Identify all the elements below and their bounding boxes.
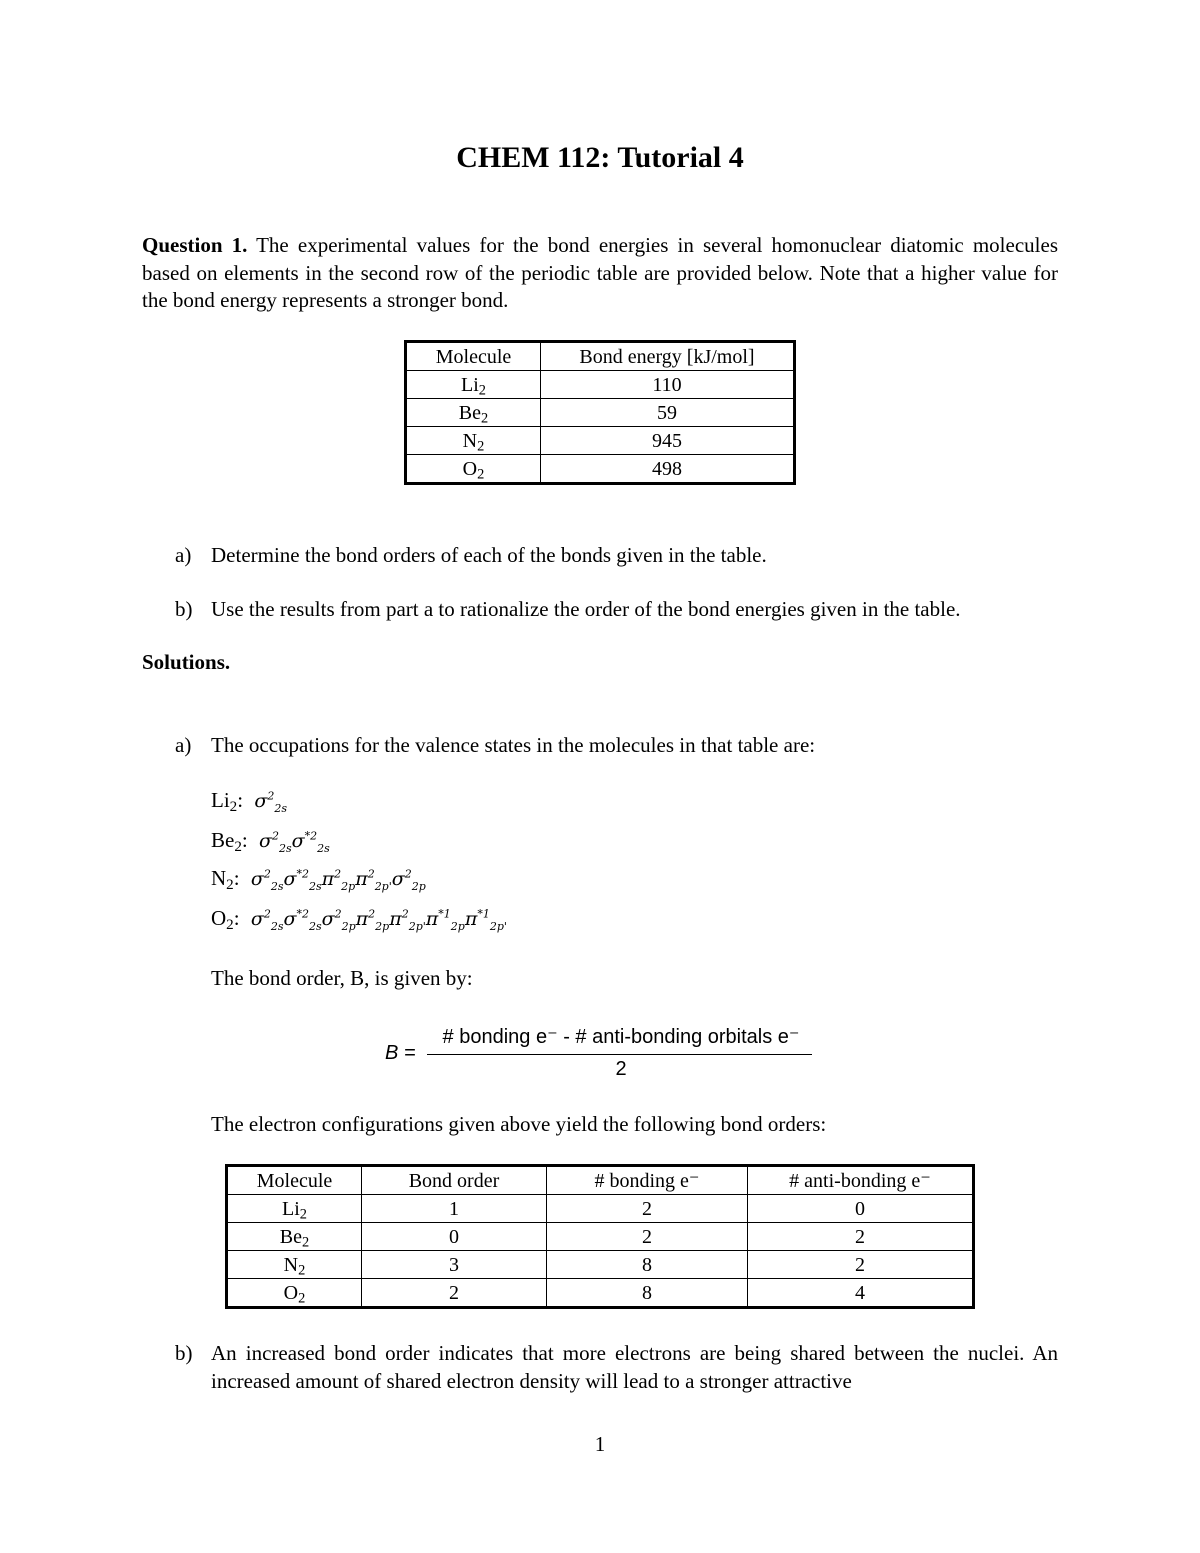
page-number: 1 xyxy=(594,1432,606,1456)
table-header-row xyxy=(227,1166,974,1195)
page-title: CHEM 112: Tutorial 4 xyxy=(456,141,744,174)
molecule-cell: $O_2$ xyxy=(227,1279,362,1308)
part-b-marker: b) xyxy=(175,597,193,621)
anti-bonding-cell: 2 xyxy=(748,1223,974,1251)
part-b xyxy=(175,596,1058,624)
orbital-notation: $\sigma^2_{2s}\sigma^{*2}_{2s}\sigma^2_{2p}\pi^2_{2p}\pi^2_{2p'}\pi^{*1}_{2p}\pi^{*1}_{2p'}$ xyxy=(244,907,507,933)
orbital-notation: $\sigma^2_{2s}\sigma^{*2}_{2s}$ xyxy=(252,829,330,855)
table-header-cell: # anti-bonding e⁻ xyxy=(748,1166,974,1195)
bond-order-table xyxy=(225,1164,975,1309)
table-header-cell: # bonding e⁻ xyxy=(547,1166,748,1195)
value-cell: 498 xyxy=(541,455,795,484)
config-li2: $Li_2$: $\sigma^2_{2s}$ xyxy=(211,788,287,815)
table-row xyxy=(406,399,795,427)
molecule-cell: $N_2$ xyxy=(406,427,541,455)
solution-a-marker: a) xyxy=(175,733,192,757)
value-cell: 59 xyxy=(541,399,795,427)
bonding-cell: 8 xyxy=(547,1279,748,1308)
table-row xyxy=(406,427,795,455)
config-be2: $Be_2$: $\sigma^2_{2s}\sigma^{*2}_{2s}$ xyxy=(211,828,330,855)
fraction-bar xyxy=(427,1054,812,1055)
molecule-cell: $O_2$ xyxy=(406,455,541,484)
part-b-text: Use the results from part a to rationalize the order of the bond energies given in the table. xyxy=(211,597,961,621)
table-row xyxy=(227,1251,974,1279)
solution-a xyxy=(175,732,1058,760)
table-header-cell: Molecule xyxy=(227,1166,362,1195)
molecule-cell: $Be_2$ xyxy=(227,1223,362,1251)
part-a-text: Determine the bond orders of each of the bonds given in the table. xyxy=(211,543,767,567)
bonding-cell: 8 xyxy=(547,1251,748,1279)
bond-order-cell: 2 xyxy=(362,1279,547,1308)
formula-denominator: 2 xyxy=(615,1058,627,1080)
bond-order-cell: 3 xyxy=(362,1251,547,1279)
question-text: The experimental values for the bond energies in several homonuclear diatomic molecules based on elements in the second row of the periodic table are provided below. Note that a higher value for the bond energy represents a stronger bond. xyxy=(142,233,1058,312)
table-header-cell: Bond order xyxy=(362,1166,547,1195)
table-row xyxy=(227,1223,974,1251)
bond-order-formula xyxy=(385,1024,815,1088)
table-row xyxy=(406,371,795,399)
table-header-row xyxy=(406,342,795,371)
anti-bonding-cell: 2 xyxy=(748,1251,974,1279)
part-a-marker: a) xyxy=(175,543,192,567)
anti-bonding-cell: 0 xyxy=(748,1195,974,1223)
bond-energy-table xyxy=(404,340,796,485)
question-label: Question 1. xyxy=(142,233,248,257)
value-cell: 945 xyxy=(541,427,795,455)
molecule-cell: $N_2$ xyxy=(227,1251,362,1279)
molecule-cell: $Li_2$ xyxy=(227,1195,362,1223)
table-header-cell: Bond energy [kJ/mol] xyxy=(541,342,795,371)
bond-order-cell: 1 xyxy=(362,1195,547,1223)
bonding-cell: 2 xyxy=(547,1223,748,1251)
solution-a-text: The occupations for the valence states in the molecules in that table are: xyxy=(211,733,816,757)
question-1-paragraph xyxy=(142,232,1058,315)
bond-order-intro: The bond order, B, is given by: xyxy=(211,966,473,990)
formula-lhs: B = xyxy=(385,1042,416,1064)
molecule-cell: $Li_2$ xyxy=(406,371,541,399)
bonding-cell: 2 xyxy=(547,1195,748,1223)
value-cell: 110 xyxy=(541,371,795,399)
anti-bonding-cell: 4 xyxy=(748,1279,974,1308)
solution-b-marker: b) xyxy=(175,1341,193,1365)
molecule-cell: $Be_2$ xyxy=(406,399,541,427)
part-a xyxy=(175,542,1058,570)
table-row xyxy=(227,1279,974,1308)
formula-numerator: # bonding e⁻ - # anti-bonding orbitals e⁻ xyxy=(442,1026,800,1048)
table-row xyxy=(406,455,795,484)
solutions-heading: Solutions. xyxy=(142,650,231,674)
config-n2: $N_2$: $\sigma^2_{2s}\sigma^{*2}_{2s}\pi^2_{2p}\pi^2_{2p'}\sigma^2_{2p}$ xyxy=(211,866,426,893)
orbital-notation: $\sigma^2_{2s}$ xyxy=(248,789,287,815)
configs-yield-text: The electron configurations given above yield the following bond orders: xyxy=(211,1112,827,1136)
bond-order-cell: 0 xyxy=(362,1223,547,1251)
table-header-cell: Molecule xyxy=(406,342,541,371)
table-row xyxy=(227,1195,974,1223)
solution-b xyxy=(175,1340,1058,1395)
solution-b-text: An increased bond order indicates that more electrons are being shared between the nuclei. An increased amount of shared electron density will lead to a stronger attractive xyxy=(211,1341,1058,1393)
config-o2: $O_2$: $\sigma^2_{2s}\sigma^{*2}_{2s}\sigma^2_{2p}\pi^2_{2p}\pi^2_{2p'}\pi^{*1}_{2p}\pi^{*1}_{2p'}$ xyxy=(211,906,507,933)
orbital-notation: $\sigma^2_{2s}\sigma^{*2}_{2s}\pi^2_{2p}\pi^2_{2p'}\sigma^2_{2p}$ xyxy=(244,867,426,893)
